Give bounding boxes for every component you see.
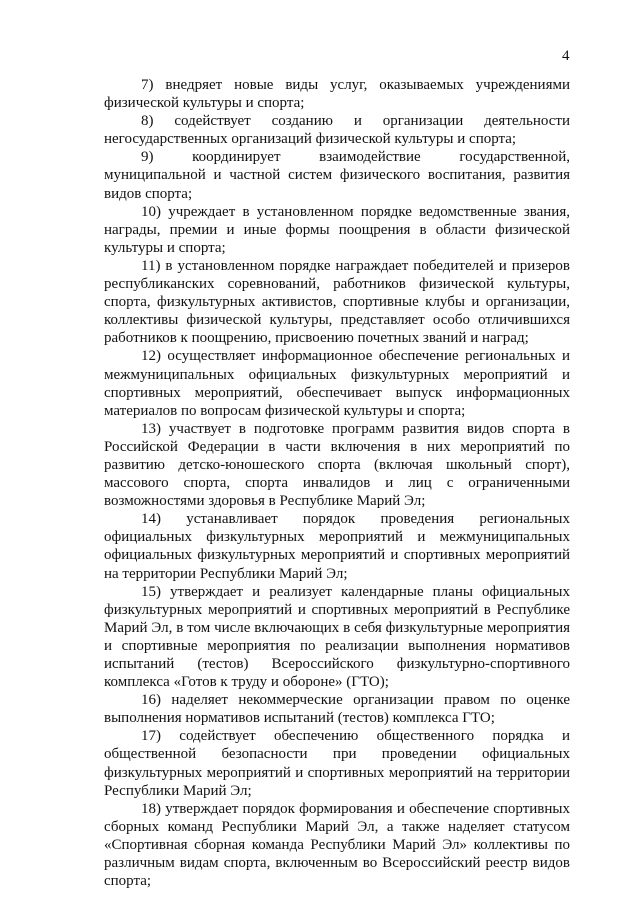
paragraph-item-17: 17) содействует обеспечению общественного порядка и общественной безопасности при проведении официальных физкультурных мероприятий и спортивных мероприятий на территории Республики Марий Эл;	[104, 728, 570, 799]
paragraph-item-18: 18) утверждает порядок формирования и обеспечение спортивных сборных команд Республики Марий Эл, а также наделяет статусом «Спортивная сборная команда Республики Марий Эл» коллективы по различным видам спорта, включенным во Всероссийский реестр видов спорта;	[104, 800, 570, 890]
document-body	[104, 76, 570, 890]
paragraph-item-10: 10) учреждает в установленном порядке ведомственные звания, награды, премии и иные формы поощрения в области физической культуры и спорта;	[104, 203, 570, 256]
paragraph-item-15: 15) утверждает и реализует календарные планы официальных физкультурных мероприятий и спортивных мероприятий в Республике Марий Эл, в том числе включающих в себя физкультурные мероприятия и спортивные мероприятия по реализации выполнения нормативов испытаний (тестов) Всероссийского физкультурно-спортивного комплекса «Готов к труду и обороне» (ГТО);	[104, 583, 570, 691]
paragraph-item-13: 13) участвует в подготовке программ развития видов спорта в Российской Федерации в части включения в них мероприятий по развитию детско-юношеского спорта (включая школьный спорт), массового спорта, спорта инвалидов и лиц с ограниченными возможностями здоровья в Республике Марий Эл;	[104, 420, 570, 510]
paragraph-item-9: 9) координирует взаимодействие государственной, муниципальной и частной систем физического воспитания, развития видов спорта;	[104, 149, 570, 202]
paragraph-item-16: 16) наделяет некоммерческие организации правом по оценке выполнения нормативов испытаний (тестов) комплекса ГТО;	[104, 692, 570, 727]
paragraph-item-12: 12) осуществляет информационное обеспечение региональных и межмуниципальных официальных физкультурных мероприятий и спортивных мероприятий, обеспечивает выпуск информационных материалов по вопросам физической культуры и спорта;	[104, 348, 570, 419]
paragraph-item-7: 7) внедряет новые виды услуг, оказываемых учреждениями физической культуры и спорта;	[104, 77, 570, 112]
paragraph-item-8: 8) содействует созданию и организации деятельности негосударственных организаций физической культуры и спорта;	[104, 113, 570, 148]
paragraph-item-11: 11) в установленном порядке награждает победителей и призеров республиканских соревнований, работников физической культуры, спорта, физкультурных активистов, спортивные клубы и организации, коллективы физической культуры, представляет особо отличившихся работников к поощрению, присвоению почетных званий и наград;	[104, 257, 570, 347]
paragraph-item-14: 14) устанавливает порядок проведения региональных официальных физкультурных мероприятий и межмуниципальных официальных физкультурных мероприятий и спортивных мероприятий на территории Республики Марий Эл;	[104, 511, 570, 582]
page-number: 4	[562, 48, 570, 64]
